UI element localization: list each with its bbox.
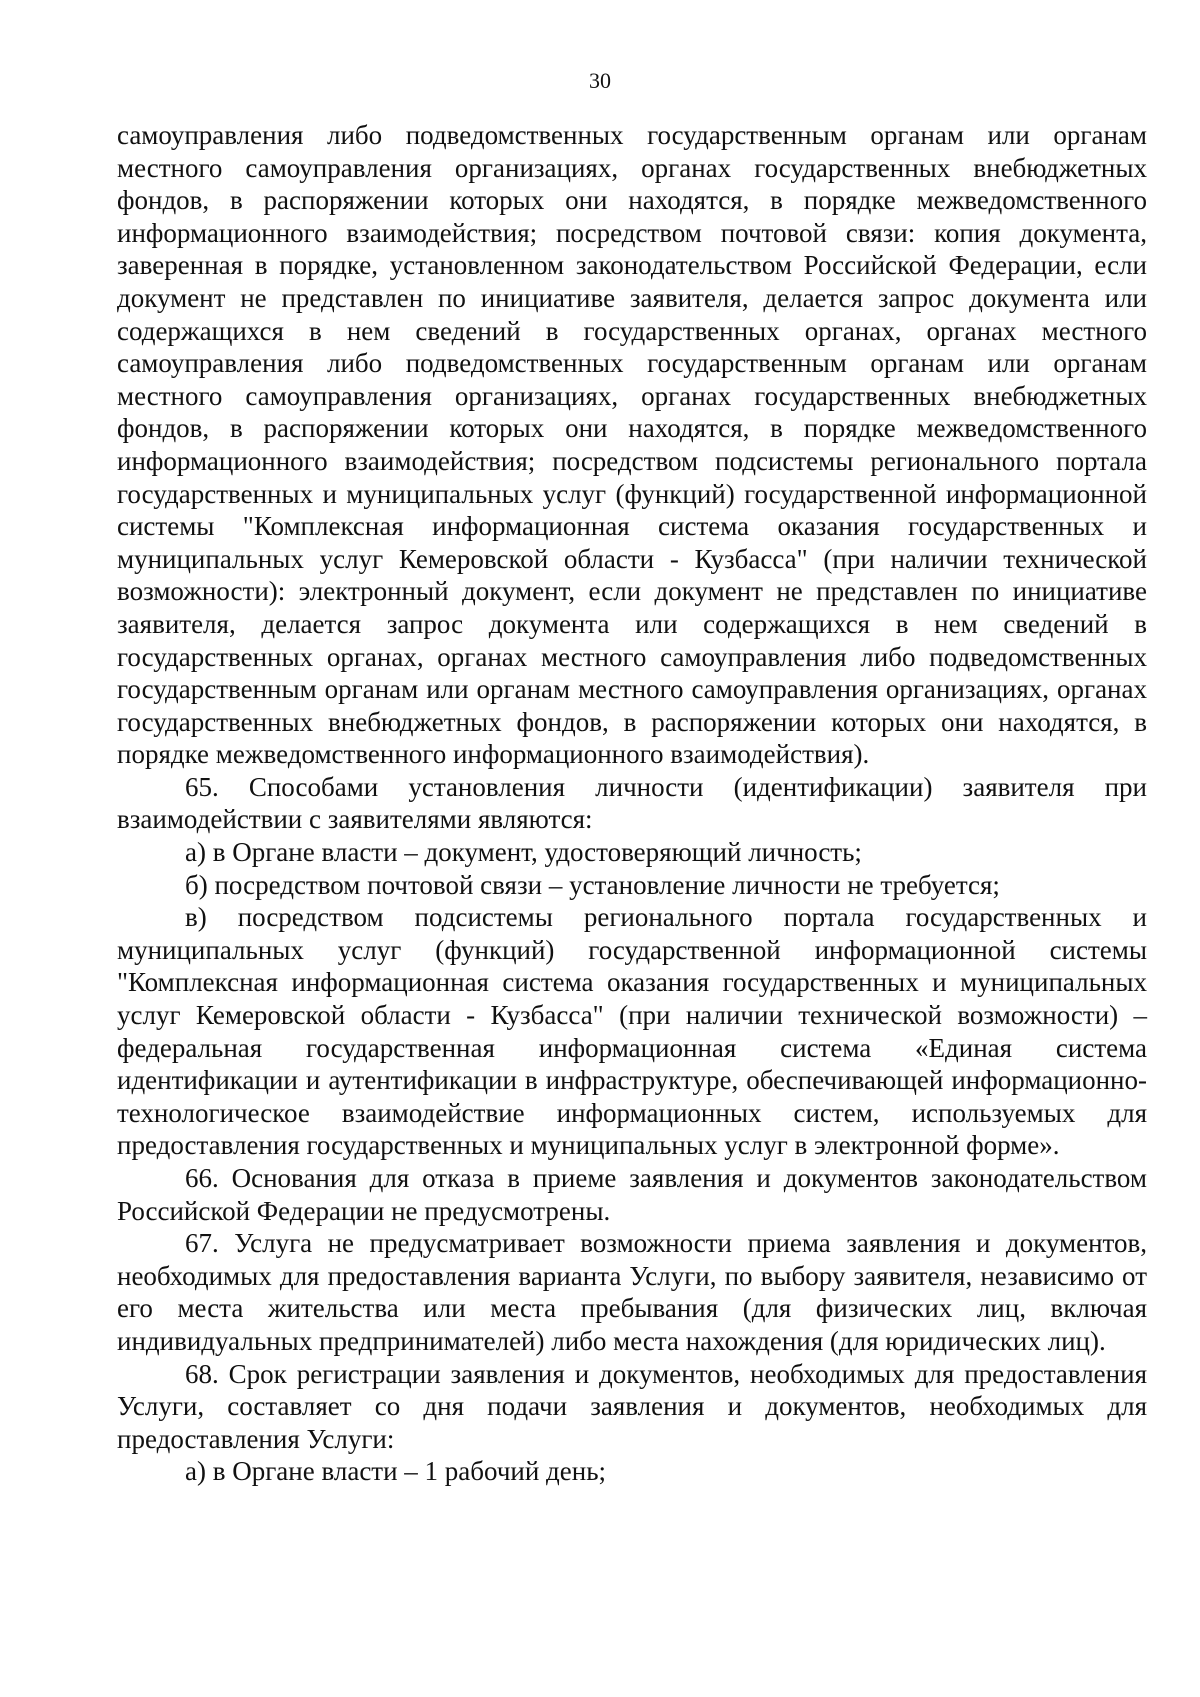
paragraph-66: 66. Основания для отказа в приеме заявления и документов законодательством Российской Федерации не предусмотрены. (117, 1163, 1147, 1226)
paragraph-67: 67. Услуга не предусматривает возможности приема заявления и документов, необходимых для предоставления варианта Услуги, по выбору заявителя, независимо от его места жительства или места пребывания (для физических лиц, включая индивидуальных предпринимателей) либо места нахождения (для юридических лиц). (117, 1228, 1147, 1356)
paragraph-65: 65. Способами установления личности (идентификации) заявителя при взаимодействии с заявителями являются: (117, 771, 1147, 835)
paragraph-68: 68. Срок регистрации заявления и документов, необходимых для предоставления Услуги, составляет со дня подачи заявления и документов, необходимых для предоставления Услуги: (117, 1358, 1147, 1454)
paragraph-68-a: а) в Органе власти – 1 рабочий день; (185, 1456, 607, 1487)
paragraph-65-a: а) в Органе власти – документ, удостоверяющий личность; (185, 837, 862, 868)
paragraph-65-v: в) посредством подсистемы регионального портала государственных и муниципальных услуг (функций) государственной информационной системы "Комплексная информационная система оказания государственных и муниципальных услуг Кемеровской области - Кузбасса" (при наличии технической возможности) – федеральная государственная информационная система «Единая система идентификации и аутентификации в инфраструктуре, обеспечивающей информационно-технологическое взаимодействие информационных систем, используемых для предоставления государственных и муниципальных услуг в электронной форме». (117, 902, 1147, 1161)
page-number: 30 (589, 68, 611, 93)
paragraph-65-b: б) посредством почтовой связи – установление личности не требуется; (185, 869, 1000, 900)
document-body (117, 119, 1147, 1488)
paragraph-continuation: самоуправления либо подведомственных государственным органам или органам местного самоуправления организациях, органах государственных внебюджетных фондов, в распоряжении которых они находятся, в порядке межведомственного информационного взаимодействия; посредством почтовой связи: копия документа, заверенная в порядке, установленном законодательством Российской Федерации, если документ не представлен по инициативе заявителя, делается запрос документа или содержащихся в нем сведений в государственных органах, органах местного самоуправления либо подведомственных государственным органам или органам местного самоуправления организациях, органах государственных внебюджетных фондов, в распоряжении которых они находятся, в порядке межведомственного информационного взаимодействия; посредством подсистемы регионального портала государственных и муниципальных услуг (функций) государственной информационной системы "Комплексная информационная система оказания государственных и муниципальных услуг Кемеровской области - Кузбасса" (при наличии технической возможности): электронный документ, если документ не представлен по инициативе заявителя, делается запрос документа или содержащихся в нем сведений в государственных органах, органах местного самоуправления либо подведомственных государственным органам или органам местного самоуправления организациях, органах государственных внебюджетных фондов, в распоряжении которых они находятся, в порядке межведомственного информационного взаимодействия). (117, 120, 1147, 770)
